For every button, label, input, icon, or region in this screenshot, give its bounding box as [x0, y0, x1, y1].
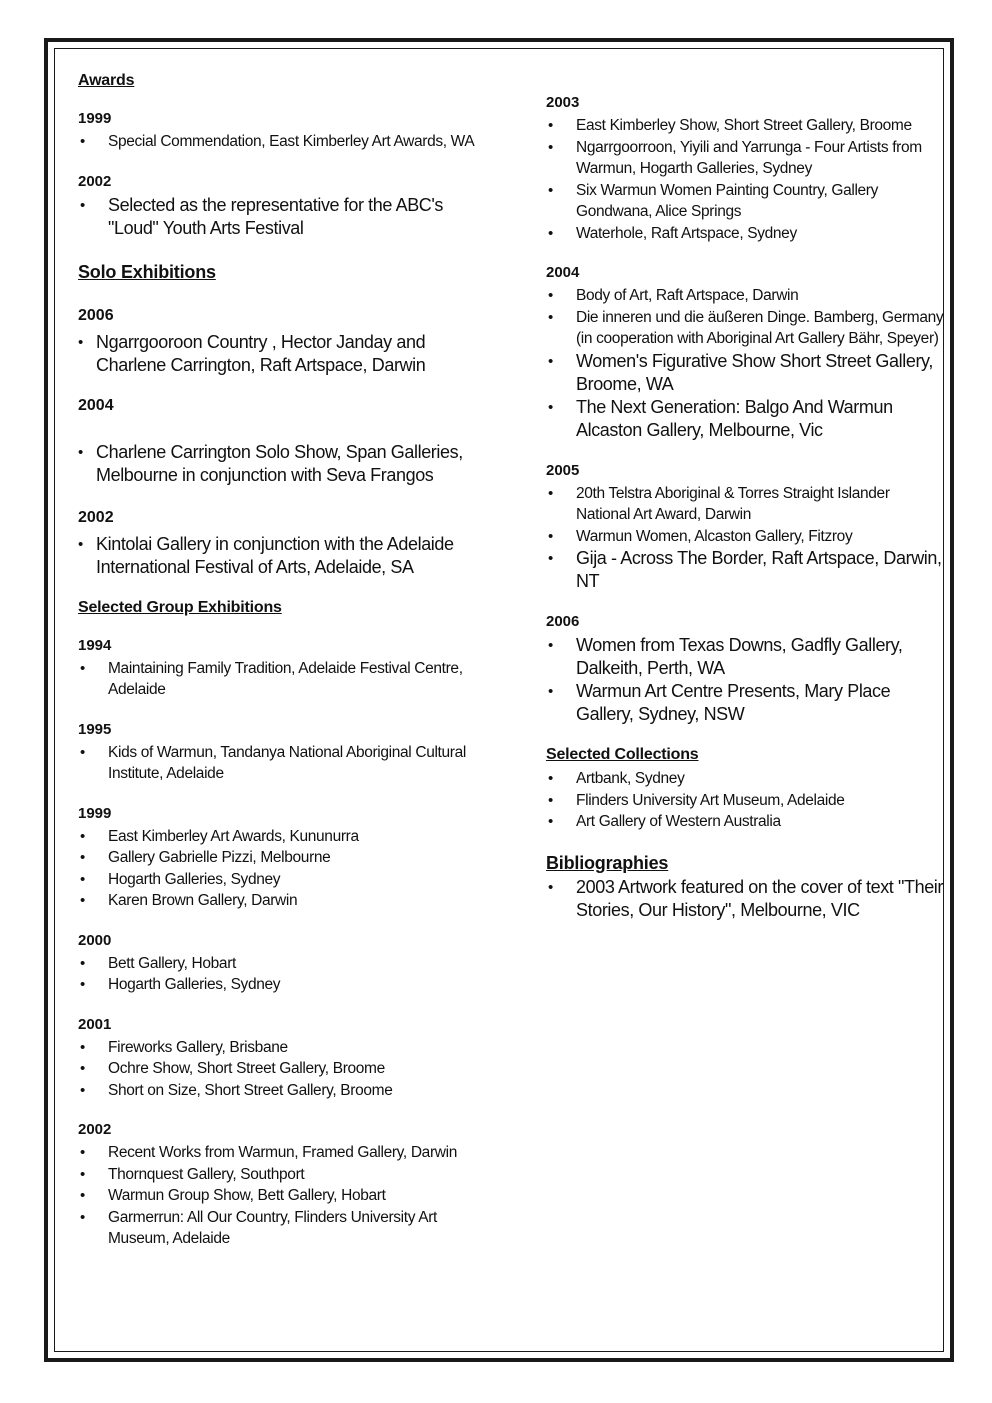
solo-item: • Ngarrgooroon Country , Hector Janday and Charlene Carrington, Raft Artspace, Darwin	[78, 331, 498, 377]
group-list	[78, 826, 498, 912]
group-item: • Warmun Women, Alcaston Gallery, Fitzroy	[546, 526, 946, 548]
group-item: • Ngarrgoorroon, Yiyili and Yarrunga - Four Artists from Warmun, Hogarth Galleries, Sydney	[546, 137, 946, 180]
bibliography-item: • 2003 Artwork featured on the cover of text "Their Stories, Our History", Melbourne, VIC	[546, 876, 946, 922]
group-list	[546, 483, 946, 594]
group-year: 2000	[78, 931, 112, 949]
group-exhibitions-heading: Selected Group Exhibitions	[78, 598, 282, 616]
group-year: 2005	[546, 461, 580, 479]
group-item: • Bett Gallery, Hobart	[78, 953, 498, 975]
solo-list	[78, 331, 498, 377]
group-item: • Women from Texas Downs, Gadfly Gallery, Dalkeith, Perth, WA	[546, 634, 946, 680]
awards-heading: Awards	[78, 72, 135, 89]
award-item: • Special Commendation, East Kimberley Art Awards, WA	[78, 131, 498, 153]
group-year: 2003	[546, 94, 580, 111]
group-item: • Die inneren und die äußeren Dinge. Bamberg, Germany (in cooperation with Aboriginal Art Gallery Bähr, Speyer)	[546, 307, 946, 350]
group-year: 1994	[78, 636, 112, 654]
group-list	[78, 658, 498, 701]
group-item: • Hogarth Galleries, Sydney	[78, 869, 498, 891]
group-list	[78, 1037, 498, 1102]
bibliographies-list	[546, 876, 946, 922]
solo-list	[78, 441, 498, 487]
group-item: • Kids of Warmun, Tandanya National Aboriginal Cultural Institute, Adelaide	[78, 742, 498, 785]
collection-item: • Art Gallery of Western Australia	[546, 811, 946, 833]
group-item: • Maintaining Family Tradition, Adelaide Festival Centre, Adelaide	[78, 658, 498, 701]
solo-year: 2002	[78, 508, 114, 526]
group-item: • Thornquest Gallery, Southport	[78, 1164, 498, 1186]
group-item: • The Next Generation: Balgo And Warmun Alcaston Gallery, Melbourne, Vic	[546, 396, 946, 442]
group-item: • Hogarth Galleries, Sydney	[78, 974, 498, 996]
award-list	[78, 194, 498, 240]
solo-year: 2006	[78, 306, 114, 324]
group-item: • Gallery Gabrielle Pizzi, Melbourne	[78, 847, 498, 869]
group-item: • Waterhole, Raft Artspace, Sydney	[546, 223, 946, 245]
group-item: • Recent Works from Warmun, Framed Gallery, Darwin	[78, 1142, 498, 1164]
group-item: • Ochre Show, Short Street Gallery, Broome	[78, 1058, 498, 1080]
award-year: 2002	[78, 172, 112, 190]
solo-year: 2004	[78, 396, 114, 414]
collection-item: • Flinders University Art Museum, Adelaide	[546, 790, 946, 812]
award-list	[78, 131, 498, 153]
group-year: 2001	[78, 1015, 112, 1033]
group-item: • Karen Brown Gallery, Darwin	[78, 890, 498, 912]
award-item: • Selected as the representative for the ABC's "Loud" Youth Arts Festival	[78, 194, 498, 240]
group-year: 1999	[78, 804, 112, 822]
group-year: 2002	[78, 1121, 112, 1138]
bibliographies-heading: Bibliographies	[546, 852, 669, 873]
group-list	[546, 634, 946, 726]
solo-list	[78, 533, 498, 579]
group-list	[546, 285, 946, 442]
solo-exhibitions-heading: Solo Exhibitions	[78, 261, 216, 282]
solo-item: • Kintolai Gallery in conjunction with the Adelaide International Festival of Arts, Adelaide, SA	[78, 533, 498, 579]
group-item: • Fireworks Gallery, Brisbane	[78, 1037, 498, 1059]
group-item: • Garmerrun: All Our Country, Flinders University Art Museum, Adelaide	[78, 1207, 498, 1250]
group-item: • Gija - Across The Border, Raft Artspace, Darwin, NT	[546, 547, 946, 593]
group-year: 2006	[546, 613, 580, 630]
group-list	[78, 953, 498, 996]
group-item: • Body of Art, Raft Artspace, Darwin	[546, 285, 946, 307]
group-item: • East Kimberley Art Awards, Kununurra	[78, 826, 498, 848]
group-item: • Six Warmun Women Painting Country, Gallery Gondwana, Alice Springs	[546, 180, 946, 223]
group-year: 1995	[78, 720, 112, 738]
group-item: • East Kimberley Show, Short Street Gallery, Broome	[546, 115, 946, 137]
group-item: • Warmun Group Show, Bett Gallery, Hobart	[78, 1185, 498, 1207]
group-item: • Warmun Art Centre Presents, Mary Place Gallery, Sydney, NSW	[546, 680, 946, 726]
group-item: • 20th Telstra Aboriginal & Torres Straight Islander National Art Award, Darwin	[546, 483, 946, 526]
collections-heading: Selected Collections	[546, 746, 699, 763]
left-column	[78, 72, 498, 1270]
group-year: 2004	[546, 264, 580, 281]
group-list	[78, 742, 498, 785]
group-list	[546, 115, 946, 244]
group-item: • Women's Figurative Show Short Street Gallery, Broome, WA	[546, 350, 946, 396]
group-item: • Short on Size, Short Street Gallery, Broome	[78, 1080, 498, 1102]
right-column	[546, 94, 946, 942]
collections-list	[546, 768, 946, 833]
award-year: 1999	[78, 110, 112, 127]
collection-item: • Artbank, Sydney	[546, 768, 946, 790]
group-list	[78, 1142, 498, 1250]
solo-item: • Charlene Carrington Solo Show, Span Galleries, Melbourne in conjunction with Seva Frangos	[78, 441, 498, 487]
